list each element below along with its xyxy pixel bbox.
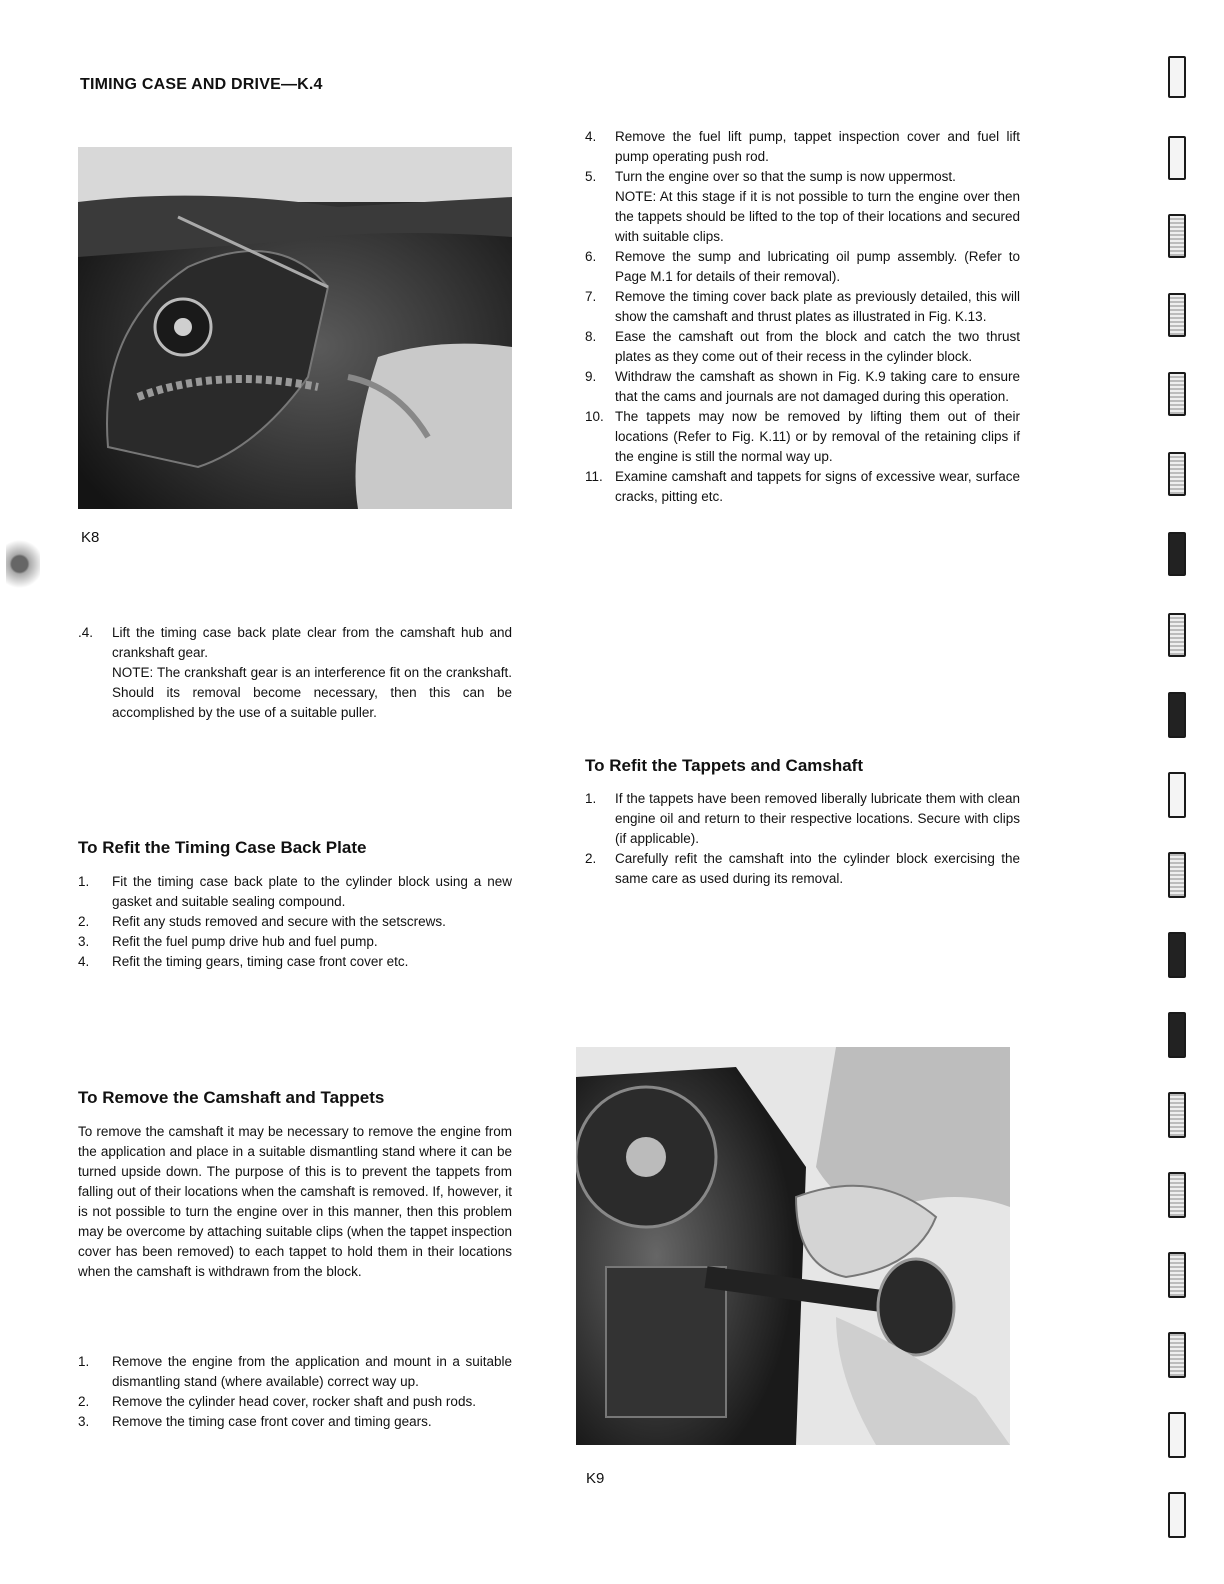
- binder-tab: [1168, 293, 1186, 337]
- binder-tab: [1168, 56, 1186, 98]
- item-text: If the tappets have been removed liberally lubricate them with clean engine oil and return to their respective locations. Secure with clips (if applicable).: [615, 791, 1020, 846]
- page-title: TIMING CASE AND DRIVE—K.4: [80, 76, 323, 93]
- binder-tab: [1168, 772, 1186, 818]
- item-number: 3.: [78, 1414, 90, 1429]
- binder-tab: [1168, 1012, 1186, 1058]
- item-number: 7.: [585, 289, 597, 304]
- item-number: 2.: [78, 914, 90, 929]
- item-number: 5.: [585, 169, 597, 184]
- item-number: 4.: [78, 954, 90, 969]
- figure-k8-caption: K8: [81, 529, 100, 546]
- binder-tab: [1168, 532, 1186, 576]
- binder-tab: [1168, 692, 1186, 738]
- binder-tab: [1168, 1252, 1186, 1298]
- binder-tab: [1168, 1172, 1186, 1218]
- list-item: [585, 789, 1020, 849]
- item-number: 2.: [585, 851, 597, 866]
- item-number: 11.: [585, 469, 603, 484]
- binder-tab: [1168, 214, 1186, 258]
- list-item: [78, 932, 512, 952]
- item-number: 6.: [585, 249, 597, 264]
- item-text: Withdraw the camshaft as shown in Fig. K.9 taking care to ensure that the cams and journals are not damaged during this operation.: [615, 369, 1020, 404]
- remove-camshaft-intro: To remove the camshaft it may be necessary to remove the engine from the application and place in a suitable dismantling stand where it can be turned upside down. The purpose of this is to prevent the tappets from falling out of their locations when the camshaft is removed. If, however, it is not possible to turn the engine over in this manner, then this problem may be overcome by attaching suitable clips (when the tappet inspection cover has been removed) to each tappet to hold them in their locations when the camshaft is withdrawn from the block.: [78, 1124, 512, 1279]
- list-item: [585, 247, 1020, 287]
- item-text: Ease the camshaft out from the block and catch the two thrust plates as they come out of their recess in the cylinder block.: [615, 329, 1020, 364]
- left-top-list: [78, 623, 512, 723]
- section-heading-refit-back-plate: To Refit the Timing Case Back Plate: [78, 838, 367, 857]
- list-item: [585, 407, 1020, 467]
- binder-tab: [1168, 932, 1186, 978]
- item-text: Examine camshaft and tappets for signs of excessive wear, surface cracks, pitting etc.: [615, 469, 1020, 504]
- item-text: Refit the fuel pump drive hub and fuel pump.: [112, 934, 378, 949]
- binder-tab: [1168, 452, 1186, 496]
- list-item: [585, 367, 1020, 407]
- item-number: 3.: [78, 934, 90, 949]
- item-text: The tappets may now be removed by lifting them out of their locations (Refer to Fig. K.11) or by removal of the retaining clips if the engine is still the normal way up.: [615, 409, 1020, 464]
- item-number: .4.: [78, 625, 94, 640]
- list-item: [78, 872, 512, 912]
- list-item: [585, 467, 1020, 507]
- item-text: Remove the fuel lift pump, tappet inspection cover and fuel lift pump operating push rod.: [615, 129, 1020, 164]
- item-text: Remove the timing case front cover and timing gears.: [112, 1414, 432, 1429]
- list-item: [585, 327, 1020, 367]
- item-text: Lift the timing case back plate clear from the camshaft hub and crankshaft gear.: [112, 625, 512, 660]
- item-text: Remove the timing cover back plate as previously detailed, this will show the camshaft and thrust plates as illustrated in Fig. K.13.: [615, 289, 1020, 324]
- list-item: [585, 167, 1020, 247]
- item-text: Turn the engine over so that the sump is now uppermost.: [615, 169, 956, 184]
- binder-tab: [1168, 852, 1186, 898]
- item-number: 2.: [78, 1394, 90, 1409]
- list-item: [78, 952, 512, 972]
- list-item: [78, 623, 512, 723]
- item-text: Remove the engine from the application and mount in a suitable dismantling stand (where available) correct way up.: [112, 1354, 512, 1389]
- list-item: [78, 912, 512, 932]
- list-item: [78, 1352, 512, 1392]
- figure-k8-photo: [78, 147, 512, 509]
- item-text: Refit the timing gears, timing case front cover etc.: [112, 954, 409, 969]
- binder-tab: [1168, 1492, 1186, 1538]
- item-text: Carefully refit the camshaft into the cylinder block exercising the same care as used during its removal.: [615, 851, 1020, 886]
- remove-camshaft-list: [78, 1352, 512, 1432]
- item-number: 1.: [585, 791, 597, 806]
- list-item: [78, 1412, 512, 1432]
- section-heading-refit-tappets: To Refit the Tappets and Camshaft: [585, 756, 864, 775]
- item-number: 9.: [585, 369, 597, 384]
- refit-tappets-list: [585, 789, 1020, 889]
- binder-tab: [1168, 1332, 1186, 1378]
- item-number: 1.: [78, 1354, 90, 1369]
- binder-tab: [1168, 1092, 1186, 1138]
- figure-k9-photo: [576, 1047, 1010, 1445]
- right-steps-list: [585, 127, 1020, 507]
- item-note: NOTE: The crankshaft gear is an interference fit on the crankshaft. Should its removal become necessary, then this can be accomplished by the use of a suitable puller.: [112, 665, 512, 720]
- list-item: [585, 287, 1020, 327]
- item-text: Remove the sump and lubricating oil pump assembly. (Refer to Page M.1 for details of their removal).: [615, 249, 1020, 284]
- figure-k9-caption: K9: [586, 1470, 605, 1487]
- binder-tab: [1168, 136, 1186, 180]
- refit-back-plate-list: [78, 872, 512, 972]
- item-text: Fit the timing case back plate to the cylinder block using a new gasket and suitable sealing compound.: [112, 874, 512, 909]
- item-number: 10.: [585, 409, 604, 424]
- item-text: Refit any studs removed and secure with the setscrews.: [112, 914, 446, 929]
- list-item: [585, 127, 1020, 167]
- binder-tab: [1168, 1412, 1186, 1458]
- item-number: 4.: [585, 129, 597, 144]
- item-note: NOTE: At this stage if it is not possible to turn the engine over then the tappets should be lifted to the top of their locations and secured with suitable clips.: [615, 189, 1020, 244]
- binder-tab: [1168, 372, 1186, 416]
- binder-tab: [1168, 613, 1186, 657]
- item-number: 1.: [78, 874, 90, 889]
- item-text: Remove the cylinder head cover, rocker shaft and push rods.: [112, 1394, 476, 1409]
- list-item: [78, 1392, 512, 1412]
- list-item: [585, 849, 1020, 889]
- item-number: 8.: [585, 329, 597, 344]
- scan-speck: [6, 540, 40, 600]
- section-heading-remove-camshaft: To Remove the Camshaft and Tappets: [78, 1088, 385, 1107]
